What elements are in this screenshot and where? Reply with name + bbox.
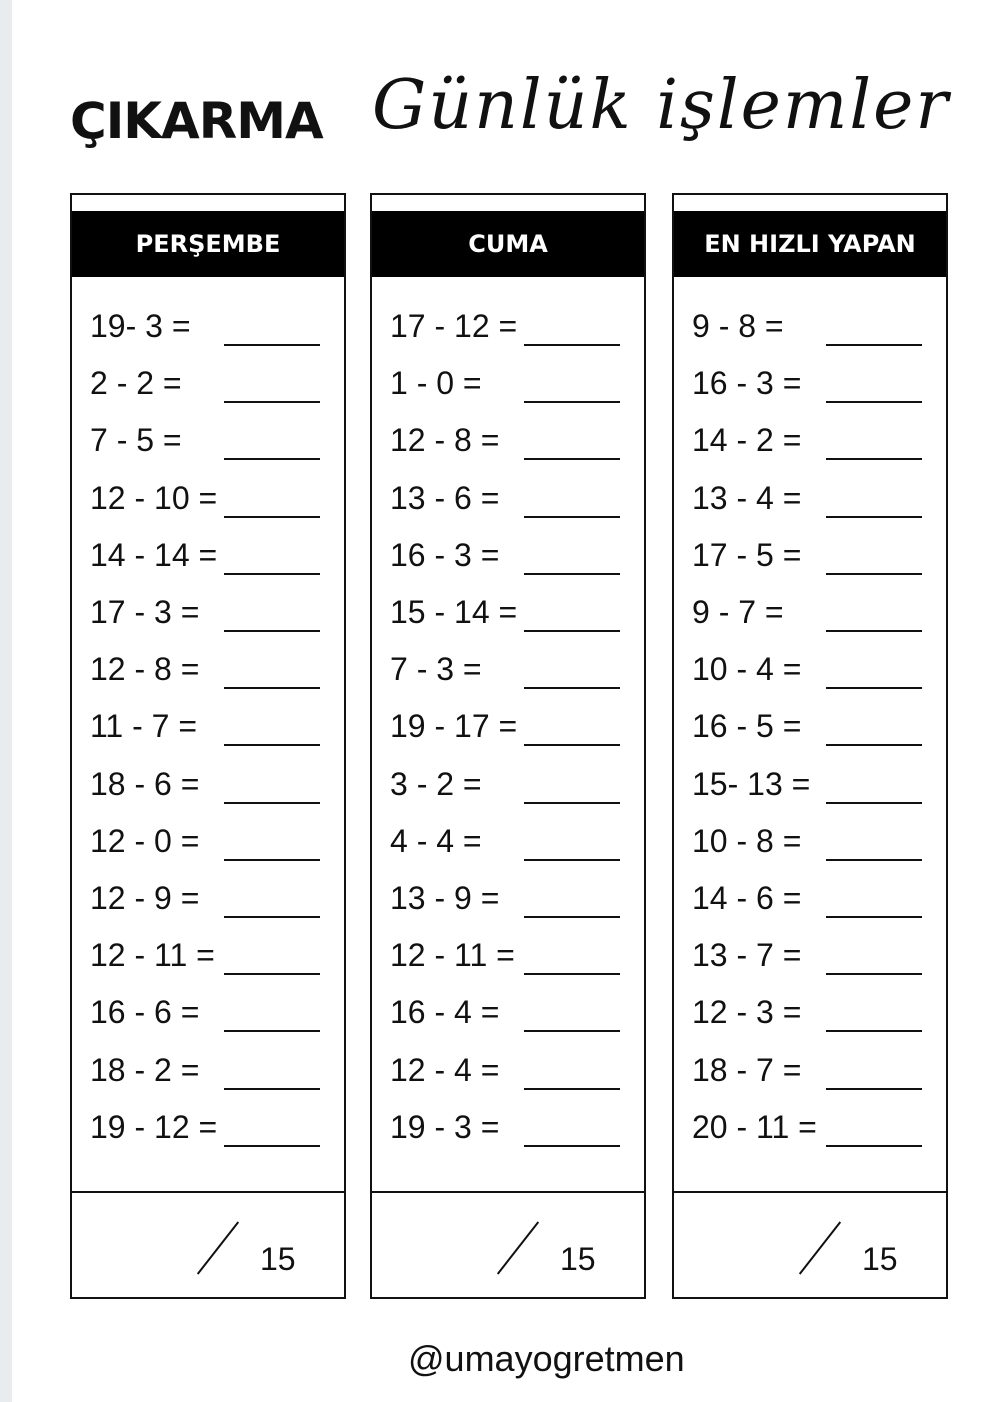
exercise-column: [70, 193, 346, 1299]
problem-expression: 12 - 10 =: [90, 479, 218, 516]
answer-blank[interactable]: [224, 973, 320, 975]
problem-row: [90, 537, 310, 577]
answer-blank[interactable]: [826, 802, 922, 804]
answer-blank[interactable]: [524, 687, 620, 689]
problem-row: [692, 1052, 912, 1092]
problem-row: [90, 651, 310, 691]
answer-blank[interactable]: [524, 859, 620, 861]
worksheet-page: [12, 0, 1008, 1402]
problem-expression: 9 - 8 =: [692, 308, 784, 344]
answer-blank[interactable]: [826, 458, 922, 460]
problem-row: [90, 823, 310, 863]
problem-expression: 14 - 6 =: [692, 880, 802, 916]
problem-row: [390, 651, 610, 691]
problem-expression: 19 - 17 =: [390, 708, 518, 745]
problem-row: [692, 823, 912, 863]
problem-row: [390, 365, 610, 405]
answer-blank[interactable]: [826, 1088, 922, 1090]
score-divider: [372, 1191, 644, 1193]
problem-expression: 12 - 11 =: [90, 937, 215, 974]
answer-blank[interactable]: [826, 573, 922, 575]
answer-blank[interactable]: [524, 916, 620, 918]
problem-row: [390, 708, 610, 748]
answer-blank[interactable]: [826, 859, 922, 861]
score-divider: [72, 1191, 344, 1193]
problem-expression: 3 - 2 =: [390, 765, 482, 802]
problem-row: [90, 880, 310, 920]
answer-blank[interactable]: [224, 1088, 320, 1090]
problem-row: [390, 823, 610, 863]
problem-expression: 12 - 0 =: [90, 822, 200, 859]
problem-expression: 11 - 7 =: [90, 708, 198, 745]
answer-blank[interactable]: [826, 1030, 922, 1032]
problem-row: [692, 365, 912, 405]
problem-expression: 9 - 7 =: [692, 594, 784, 630]
problem-expression: 17 - 12 =: [390, 308, 518, 344]
problem-row: [390, 766, 610, 806]
problem-row: [390, 1052, 610, 1092]
problem-row: [90, 1052, 310, 1092]
problem-row: [692, 308, 912, 348]
answer-blank[interactable]: [826, 687, 922, 689]
problem-expression: 12 - 9 =: [90, 880, 200, 916]
score-slash: [197, 1221, 239, 1274]
answer-blank[interactable]: [826, 973, 922, 975]
answer-blank[interactable]: [224, 1145, 320, 1147]
problem-expression: 13 - 6 =: [390, 479, 500, 516]
answer-blank[interactable]: [524, 744, 620, 746]
problem-expression: 16 - 3 =: [692, 365, 802, 402]
problem-expression: 14 - 2 =: [692, 422, 802, 459]
problem-expression: 12 - 3 =: [692, 994, 802, 1031]
answer-blank[interactable]: [224, 458, 320, 460]
problem-row: [390, 937, 610, 977]
worksheet-title: ÇIKARMA: [70, 92, 323, 150]
answer-blank[interactable]: [524, 344, 620, 346]
problem-expression: 16 - 3 =: [390, 536, 500, 573]
problem-row: [390, 308, 610, 348]
answer-blank[interactable]: [224, 1030, 320, 1032]
problem-expression: 18 - 2 =: [90, 1051, 200, 1088]
problem-expression: 12 - 11 =: [390, 937, 515, 974]
score-divider: [674, 1191, 946, 1193]
answer-blank[interactable]: [524, 630, 620, 632]
column-header: PERŞEMBE: [72, 211, 344, 277]
score-slash: [497, 1221, 539, 1274]
problem-expression: 10 - 8 =: [692, 822, 802, 859]
problem-expression: 4 - 4 =: [390, 822, 482, 859]
score-total: 15: [862, 1241, 898, 1277]
problem-expression: 18 - 7 =: [692, 1051, 802, 1088]
problem-expression: 19 - 12 =: [90, 1108, 218, 1145]
problem-row: [692, 537, 912, 577]
problem-expression: 10 - 4 =: [692, 651, 802, 688]
answer-blank[interactable]: [826, 1145, 922, 1147]
answer-blank[interactable]: [524, 458, 620, 460]
problem-row: [90, 308, 310, 348]
problem-expression: 16 - 5 =: [692, 708, 802, 745]
problem-row: [390, 1109, 610, 1149]
column-header: EN HIZLI YAPAN: [674, 211, 946, 277]
problem-row: [692, 1109, 912, 1149]
problem-row: [390, 994, 610, 1034]
problem-row: [90, 994, 310, 1034]
answer-blank[interactable]: [224, 859, 320, 861]
problem-expression: 7 - 5 =: [90, 422, 182, 459]
problem-row: [692, 480, 912, 520]
answer-blank[interactable]: [524, 1145, 620, 1147]
problem-row: [90, 422, 310, 462]
problem-row: [692, 651, 912, 691]
answer-blank[interactable]: [826, 744, 922, 746]
problem-expression: 17 - 5 =: [692, 536, 802, 573]
answer-blank[interactable]: [224, 630, 320, 632]
answer-blank[interactable]: [524, 802, 620, 804]
problem-expression: 12 - 8 =: [90, 651, 200, 688]
problem-expression: 2 - 2 =: [90, 365, 182, 402]
score-total: 15: [560, 1241, 596, 1277]
problem-expression: 17 - 3 =: [90, 594, 200, 630]
problem-row: [692, 880, 912, 920]
answer-blank[interactable]: [524, 1088, 620, 1090]
answer-blank[interactable]: [224, 744, 320, 746]
answer-blank[interactable]: [524, 973, 620, 975]
problem-expression: 13 - 4 =: [692, 479, 802, 516]
score-total: 15: [260, 1241, 296, 1277]
answer-blank[interactable]: [826, 344, 922, 346]
answer-blank[interactable]: [826, 516, 922, 518]
problem-expression: 19 - 3 =: [390, 1108, 500, 1145]
problem-row: [390, 480, 610, 520]
answer-blank[interactable]: [524, 401, 620, 403]
problem-row: [692, 594, 912, 634]
problem-row: [90, 594, 310, 634]
problem-expression: 15 - 14 =: [390, 594, 518, 630]
problem-row: [692, 422, 912, 462]
problem-expression: 14 - 14 =: [90, 536, 218, 573]
answer-blank[interactable]: [524, 573, 620, 575]
answer-blank[interactable]: [224, 401, 320, 403]
answer-blank[interactable]: [826, 916, 922, 918]
exercise-column: [370, 193, 646, 1299]
problem-expression: 12 - 8 =: [390, 422, 500, 459]
author-handle: @umayogretmen: [408, 1338, 685, 1379]
answer-blank[interactable]: [524, 1030, 620, 1032]
problem-row: [90, 1109, 310, 1149]
problem-row: [90, 480, 310, 520]
problem-expression: 13 - 9 =: [390, 880, 500, 916]
problem-expression: 16 - 4 =: [390, 994, 500, 1031]
column-header: CUMA: [372, 211, 644, 277]
problem-row: [692, 937, 912, 977]
problem-row: [390, 880, 610, 920]
problem-expression: 1 - 0 =: [390, 365, 482, 402]
problem-expression: 7 - 3 =: [390, 651, 482, 688]
answer-blank[interactable]: [224, 687, 320, 689]
problem-row: [390, 422, 610, 462]
worksheet-subtitle: Günlük işlemler: [372, 66, 950, 145]
problem-expression: 12 - 4 =: [390, 1051, 500, 1088]
problem-row: [90, 365, 310, 405]
problem-expression: 16 - 6 =: [90, 994, 200, 1031]
answer-blank[interactable]: [826, 401, 922, 403]
problem-expression: 18 - 6 =: [90, 765, 200, 802]
answer-blank[interactable]: [224, 802, 320, 804]
problem-row: [90, 937, 310, 977]
problem-expression: 20 - 11 =: [692, 1108, 817, 1145]
problem-expression: 13 - 7 =: [692, 937, 802, 974]
problem-row: [90, 766, 310, 806]
problem-expression: 19- 3 =: [90, 308, 191, 344]
problem-row: [692, 708, 912, 748]
problem-row: [692, 766, 912, 806]
problem-row: [692, 994, 912, 1034]
answer-blank[interactable]: [224, 573, 320, 575]
answer-blank[interactable]: [224, 344, 320, 346]
problem-expression: 15- 13 =: [692, 765, 811, 802]
answer-blank[interactable]: [224, 916, 320, 918]
answer-blank[interactable]: [826, 630, 922, 632]
answer-blank[interactable]: [524, 516, 620, 518]
exercise-column: [672, 193, 948, 1299]
problem-row: [390, 537, 610, 577]
score-slash: [799, 1221, 841, 1274]
problem-row: [90, 708, 310, 748]
answer-blank[interactable]: [224, 516, 320, 518]
problem-row: [390, 594, 610, 634]
